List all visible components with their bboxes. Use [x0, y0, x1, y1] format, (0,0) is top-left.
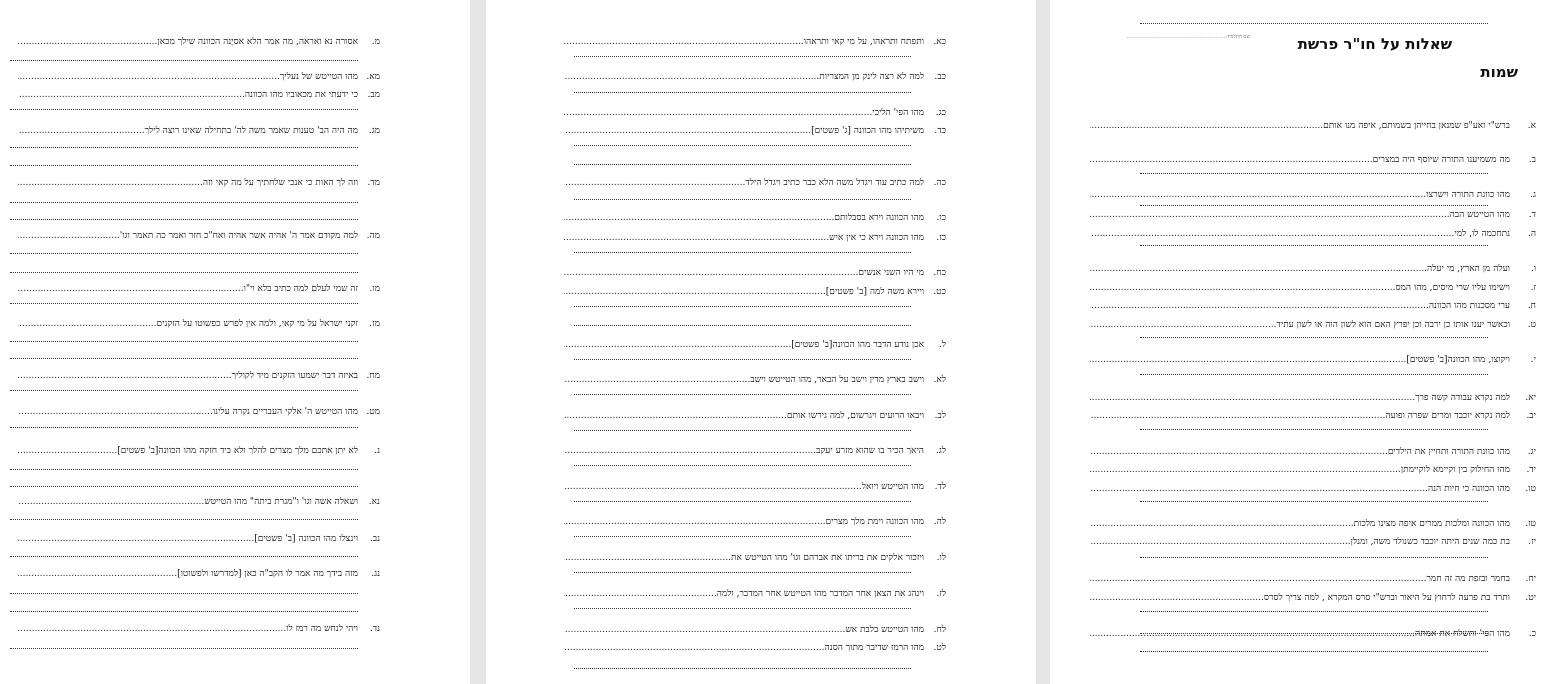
question-text: למה מקודם אמר ה' אהיה אשר אהיה ואח"כ חזר ואמר כה תאמר וגו' ..... [18, 231, 358, 242]
question-number: לו. [936, 553, 946, 563]
answer-line[interactable] [10, 390, 358, 391]
question-text: ויזכור אלקים את בריתו את אברהם וגו' מהו הטייטש את ..... [564, 553, 924, 564]
answer-line[interactable] [10, 202, 358, 203]
document-page-3 [0, 0, 470, 684]
question-number: נג. [371, 569, 380, 579]
answer-line[interactable] [1140, 557, 1488, 558]
question-text: למה נקרא עבודה קשה פרך ..... [1090, 393, 1510, 404]
answer-line[interactable] [574, 608, 911, 609]
answer-line[interactable] [574, 199, 911, 200]
question-number: כא. [933, 37, 946, 47]
answer-line[interactable] [10, 358, 358, 359]
question-text: מה היה הב' טענות שאמר משה לה' בתחילה שאינו רוצה לילך ..... [18, 126, 358, 137]
answer-line[interactable] [10, 593, 358, 594]
question-text: מהו הטייטש ה' אלקי העבריים נקרה עלינו ..... [18, 407, 358, 418]
question-number: נב. [369, 534, 380, 544]
question-text: מהו הרמז שדיבר מתוך הסנה ..... [564, 643, 924, 654]
question-number: לג. [935, 446, 946, 456]
answer-line[interactable] [10, 147, 358, 148]
question-number: כט. [933, 287, 946, 297]
question-number: לט. [933, 643, 946, 653]
question-text: משיתיהו מהו הכוונה [ג' פשטים] ..... [564, 126, 924, 137]
answer-line[interactable] [574, 164, 911, 165]
question-text: נתחכמה לו, למי ..... [1090, 229, 1510, 240]
student-name-field: שם התלמיד:.............................................................. [1126, 34, 1250, 40]
question-text: לא יתן אתכם מלך מצרים להלך ולא ביד חזקה מהו הכוונה[ב' פשטים] ..... [18, 446, 358, 457]
question-text: מהו הטייטש ויואל ..... [564, 482, 924, 493]
question-text: באיזה דבר ישמעו הזקנים מיד לקוליך ..... [18, 371, 358, 382]
question-text: בת כמה שנים היתה יוכבד כשנולד משה, ומנלן ..... [1090, 537, 1510, 548]
answer-line[interactable] [10, 556, 358, 557]
answer-line[interactable] [574, 92, 911, 93]
answer-line[interactable] [574, 359, 911, 360]
question-text: מהו הכוונה ומלכות ממרים איפה מצינו מלכות ..... [1090, 519, 1510, 530]
question-number: מט. [366, 407, 380, 417]
answer-line[interactable] [574, 572, 911, 573]
question-number: מ. [371, 37, 380, 47]
question-text: ותרד בת פרעה לרחוץ על היאור וברש"י סרס המקרא , למה צריך לסרס ..... [1090, 593, 1510, 604]
answer-line[interactable] [574, 145, 911, 146]
question-text: מהו הטייטש בלבת אש ..... [564, 625, 924, 636]
question-text: למה לא רצה לינק מן המצריות ..... [564, 72, 924, 83]
answer-line[interactable] [574, 501, 911, 502]
answer-line[interactable] [10, 341, 358, 342]
question-text: מהו כוונת התורה ותחיין את הילדים ..... [1090, 447, 1510, 458]
question-number: מז. [369, 319, 380, 329]
question-number: יב. [1526, 411, 1536, 421]
question-text: זה שמי לעלם למה כתיב בלא וי"ו ..... [18, 284, 358, 295]
question-text: מה משמיענו התורה שיוסף היה במצרים ..... [1090, 155, 1510, 166]
question-number: כ. [1528, 629, 1536, 639]
answer-line[interactable] [10, 109, 358, 110]
question-text: ועלה מן הארץ, מי יעלה ..... [1090, 264, 1510, 275]
question-text: מהו הפי' הליכי ..... [564, 108, 924, 119]
answer-line[interactable] [10, 272, 358, 273]
question-number: מב. [367, 90, 380, 100]
question-number: נד. [369, 624, 380, 634]
answer-line[interactable] [574, 394, 911, 395]
answer-line[interactable] [1140, 337, 1488, 338]
question-text: מהו הכוונה וימת מלך מצרים ..... [564, 517, 924, 528]
answer-line[interactable] [1140, 501, 1488, 502]
question-number: טו. [1525, 484, 1536, 494]
question-number: מח. [366, 371, 380, 381]
answer-line[interactable] [574, 430, 911, 431]
answer-line[interactable] [574, 465, 911, 466]
question-text: למה כתיב עוד ויגדל משה הלא כבר כתיב ויגדל הילד ..... [564, 178, 924, 189]
question-text: וינצלו מהו הכוונה [ב' פשטים] ..... [18, 534, 358, 545]
question-number: לז. [936, 589, 946, 599]
question-number: מו. [369, 284, 380, 294]
question-text: מהו הכוונה וירא בסבלותם ..... [564, 213, 924, 224]
question-text: ויירא משה למה [ב' פשטים] ..... [564, 287, 924, 298]
answer-line[interactable] [10, 519, 358, 520]
answer-line[interactable] [10, 648, 358, 649]
question-text: מהו הטייטש הבה ..... [1090, 210, 1510, 221]
question-text: ויבאו הרועים ויגרשום, למה גירשו אותם ..... [564, 411, 924, 422]
question-number: כד. [934, 126, 946, 136]
question-number: יט. [1525, 593, 1536, 603]
answer-line[interactable] [1140, 429, 1488, 430]
page-title-line-2: שמות [1480, 63, 1518, 81]
student-name-label: שם התלמיד: [1225, 34, 1250, 40]
answer-line[interactable] [574, 536, 911, 537]
answer-line[interactable] [1140, 651, 1488, 652]
question-number: מה. [366, 231, 380, 241]
answer-line[interactable] [1140, 245, 1488, 246]
document-page-2 [486, 0, 1036, 684]
question-text: כי ידעתי את מכאוביו מהו הכוונה ..... [18, 90, 358, 101]
question-number: מא. [366, 72, 380, 82]
answer-line[interactable] [10, 303, 358, 304]
question-number: ו. [1530, 264, 1536, 274]
answer-line[interactable] [10, 219, 358, 220]
question-number: ל. [938, 340, 946, 350]
answer-line[interactable] [1140, 374, 1488, 375]
question-number: נ. [374, 446, 380, 456]
question-text: ושאלה אשה וגו' ו"מגרת ביתה" מהו הטייטש ..... [18, 497, 358, 508]
question-number: טז. [1525, 519, 1536, 529]
question-number: ט. [1527, 320, 1536, 330]
question-number: לד. [934, 482, 946, 492]
question-text: מהו הטייטש של נעליך ..... [18, 72, 358, 83]
answer-line[interactable] [574, 306, 911, 307]
question-text: מהו הכוונה וירא כי אין איש ..... [564, 233, 924, 244]
question-number: נא. [368, 497, 380, 507]
question-text: מי היו השני אנשים ..... [564, 268, 924, 279]
question-number: ג. [1530, 190, 1536, 200]
question-text: מהו כוונת התורה וישרצו ..... [1090, 190, 1510, 201]
question-number: י. [1530, 355, 1536, 365]
answer-line[interactable] [1140, 23, 1488, 24]
question-number: כו. [936, 213, 946, 223]
answer-line[interactable] [1140, 173, 1488, 174]
question-text: וזה לך האות כי אנכי שלחתיך על מה קאי וזה ..... [18, 178, 358, 189]
question-text: בחמר ובזפת מה זה חמר ..... [1090, 574, 1510, 585]
question-text: ערי מסכנות מהו הכוונה ..... [1090, 301, 1510, 312]
question-text: ותפתח ותראהו, על מי קאי ותראהו ..... [564, 37, 924, 48]
question-number: לה. [933, 517, 946, 527]
question-text: וישב בארץ מדין וישב על הבאר, מהו הטייטש וישב ..... [564, 375, 924, 386]
question-number: א. [1527, 121, 1536, 131]
question-text: מהו הכוונה כי חיות הנה ..... [1090, 484, 1510, 495]
answer-line[interactable] [10, 165, 358, 166]
answer-line[interactable] [574, 56, 911, 57]
question-number: מד. [367, 178, 380, 188]
question-number: כז. [936, 233, 946, 243]
answer-line[interactable] [1140, 611, 1488, 612]
question-text: אסורה נא ואראה, מה אמר הלא אסיָנה הכוונה שילך מכאן ..... [18, 37, 358, 48]
answer-line[interactable] [574, 325, 911, 326]
answer-line[interactable] [10, 469, 358, 470]
question-number: כג. [935, 108, 946, 118]
page-title-line-1: שאלות על חו"ר פרשת [1297, 35, 1452, 53]
answer-line[interactable] [10, 60, 358, 61]
question-number: יא. [1525, 393, 1536, 403]
document-page-1 [1050, 0, 1558, 684]
answer-line[interactable] [10, 486, 358, 487]
question-number: ב. [1528, 155, 1536, 165]
question-number: ה. [1527, 229, 1536, 239]
question-text: היאך הכיר בו שהוא מזרע יעקב ..... [564, 446, 924, 457]
question-text: זקני ישראל על מי קאי, ולמה אין לפרש כפשוטו על הזקנים ..... [18, 319, 358, 330]
question-text: וכאשר יענו אותו כן ירבה וכן יפרץ האם הוא לשון הוה או לשון עתיד ..... [1090, 320, 1510, 331]
question-number: ח. [1527, 301, 1536, 311]
question-number: לא. [933, 375, 946, 385]
question-number: יז. [1528, 537, 1536, 547]
question-number: יג. [1527, 447, 1536, 457]
answer-line[interactable] [10, 427, 358, 428]
question-text: מזה בידך מה אמר לו הקב"ה כאן [למדרשו ולפשוטו] ..... [18, 569, 358, 580]
answer-line[interactable] [574, 668, 911, 669]
question-number: לב. [934, 411, 946, 421]
question-number: ד. [1528, 210, 1536, 220]
question-text: ויהי לנחש מה רמז לו ..... [18, 624, 358, 635]
question-number: כב. [934, 72, 946, 82]
question-text: אכן נודע הדבר מהו הכוונה[ב' פשטים] ..... [564, 340, 924, 351]
question-number: מג. [368, 126, 380, 136]
answer-line[interactable] [574, 252, 911, 253]
question-number: לח. [933, 625, 946, 635]
question-number: יד. [1526, 465, 1536, 475]
answer-line[interactable] [10, 611, 358, 612]
question-number: ז. [1530, 283, 1536, 293]
answer-line[interactable] [10, 253, 358, 254]
question-text: מהו החילוק בין וקיימא לוקיימתן ..... [1090, 465, 1510, 476]
question-number: כה. [933, 178, 946, 188]
question-text: ויקוצו, מהו הכוונה[ב' פשטים] ..... [1090, 355, 1510, 366]
question-number: יח. [1525, 574, 1536, 584]
question-text: וינהג את הצאן אחר המדבר מהו הטייטש אחר המדבר, ולמה ..... [564, 589, 924, 600]
question-text: מהו הפי' ותשלח את אמתה ..... [1090, 629, 1510, 640]
question-text: למה נקרא יוכבד ומרים שפרה ופועה ..... [1090, 411, 1510, 422]
question-text: ברש"י ואע"פ שמנאן בחייהן בשמותם, איפה מנו אותם ..... [1090, 121, 1510, 132]
question-number: כח. [933, 268, 946, 278]
question-text: וישימו עליו שרי מיסים, מהו המס ..... [1090, 283, 1510, 294]
answer-line[interactable] [1140, 205, 1488, 206]
